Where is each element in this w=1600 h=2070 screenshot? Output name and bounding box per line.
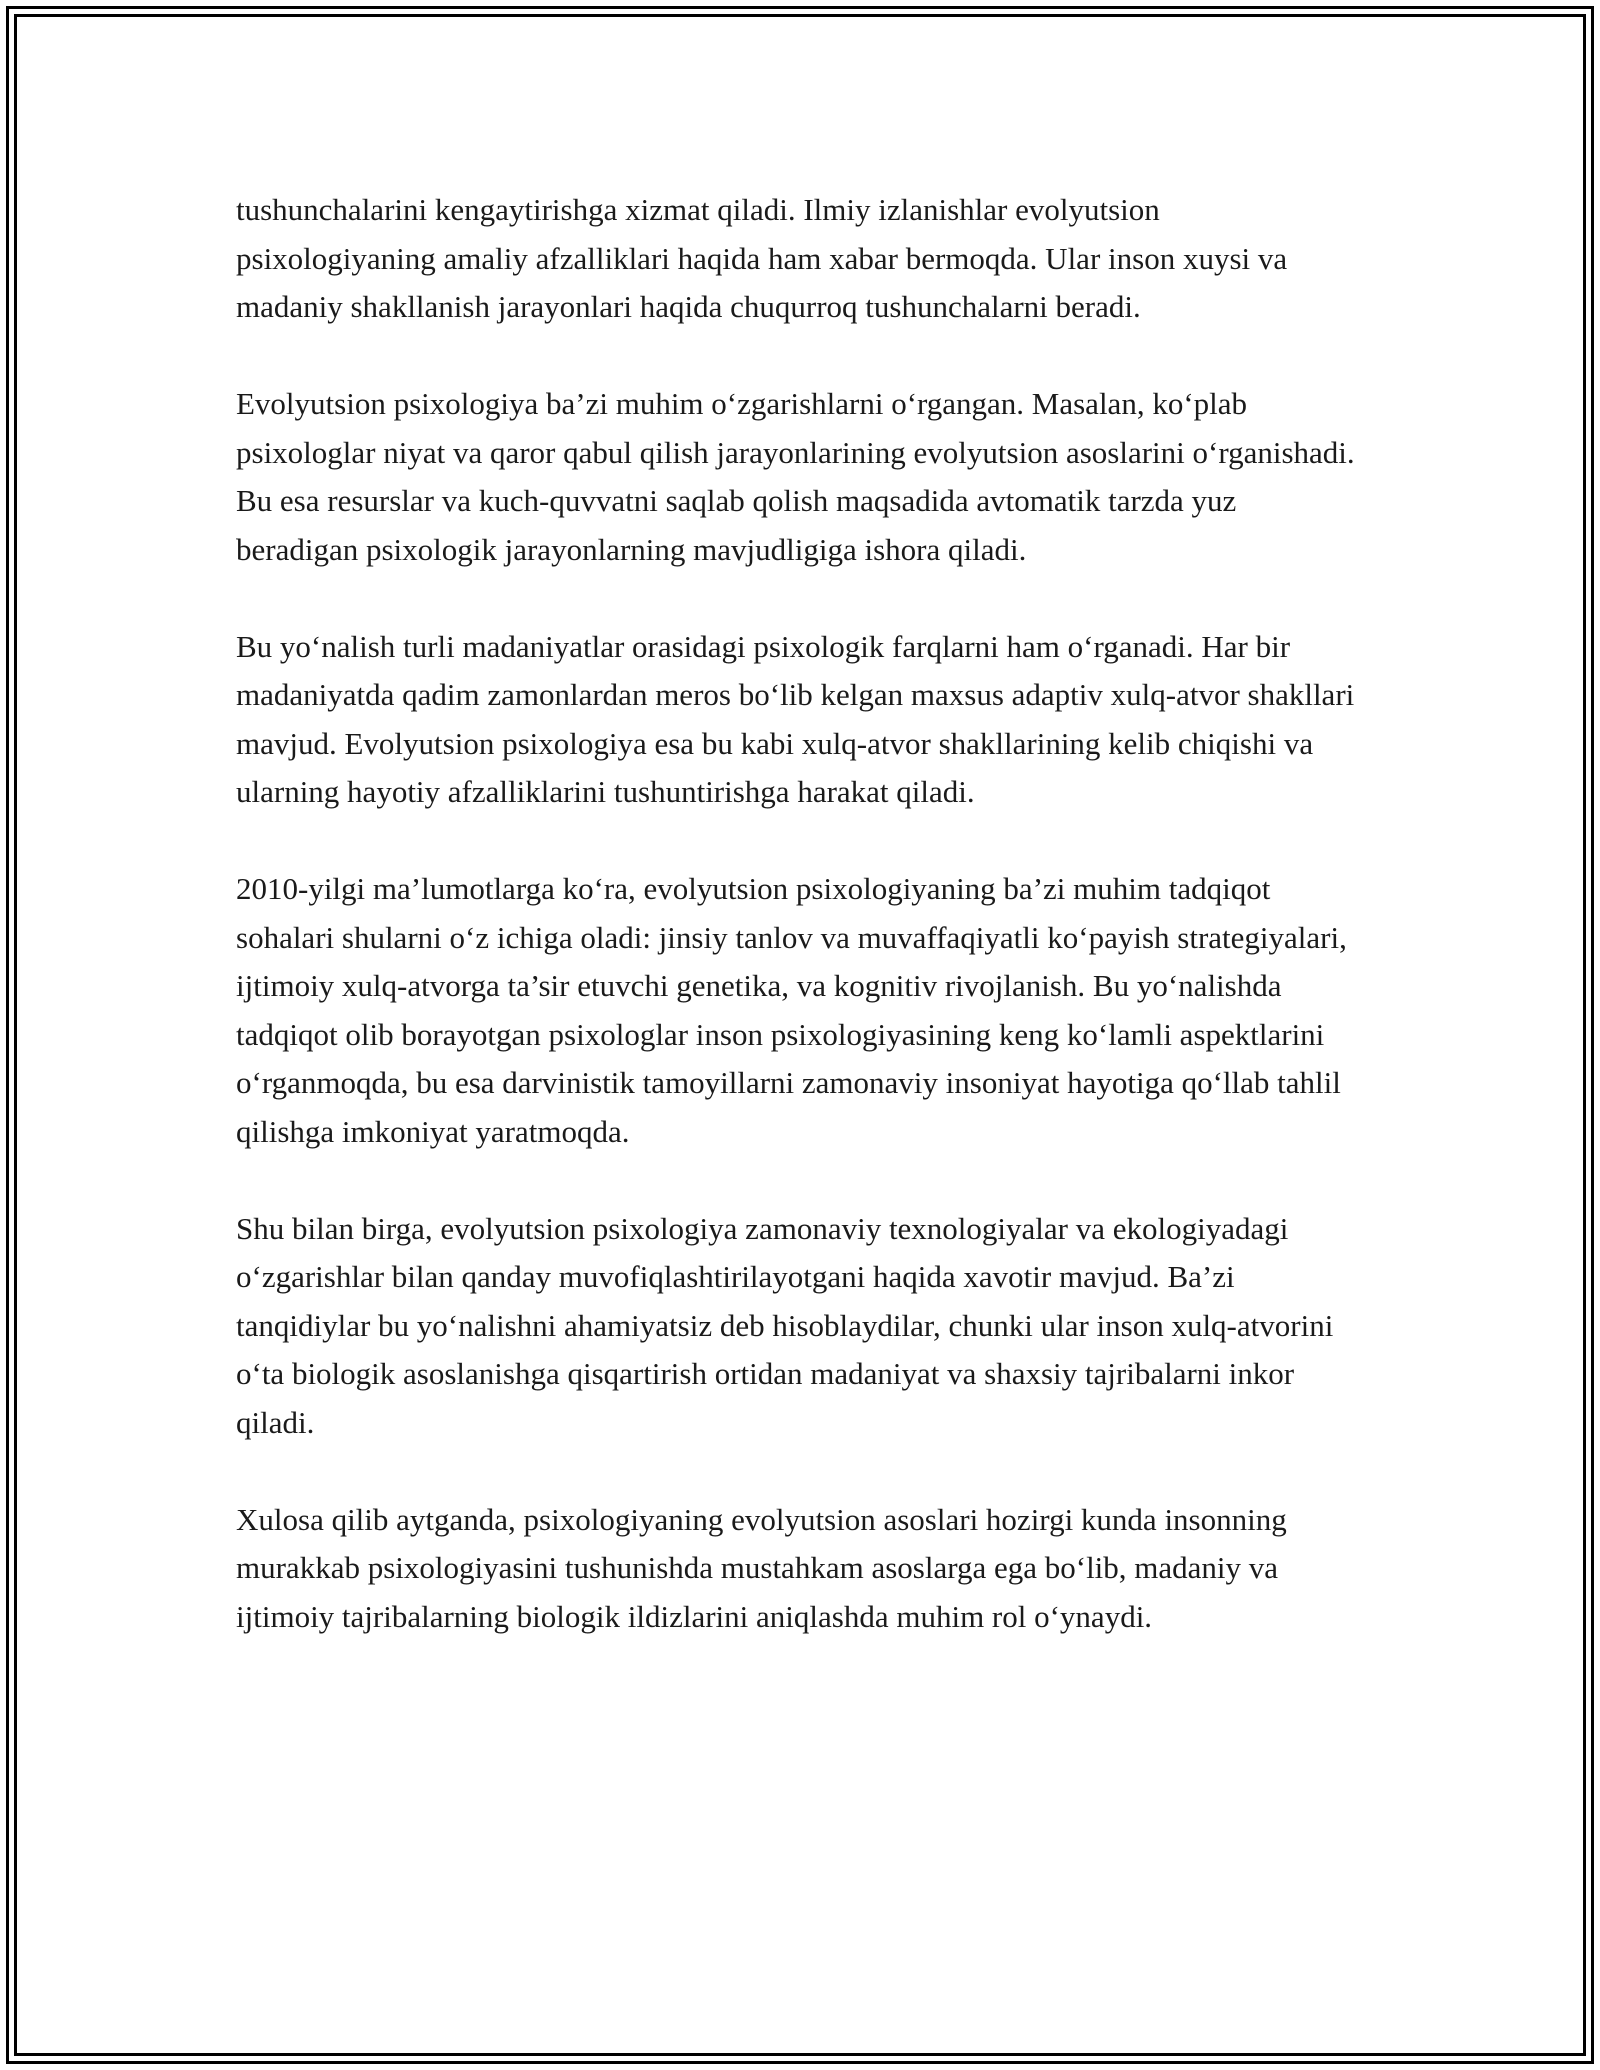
paragraph-4: 2010-yilgi ma’lumotlarga ko‘ra, evolyutsion psixologiyaning ba’zi muhim tadqiqot sohalari shularni o‘z ichiga oladi: jinsiy tanlov va muvaffaqiyatli ko‘payish strategiyalari, ijtimoiy xulq-atvorga ta’sir etuvchi genetika, va kognitiv rivojlanish. Bu yo‘nalishda tadqiqot olib borayotgan psixologlar inson psixologiyasining keng ko‘lamli aspektlarini o‘rganmoqda, bu esa darvinistik tamoyillarni zamonaviy insoniyat hayotiga qo‘llab tahlil qilishga imkoniyat yaratmoqda. (236, 871, 1347, 1149)
paragraph-1: tushunchalarini kengaytirishga xizmat qiladi. Ilmiy izlanishlar evolyutsion psixologiyaning amaliy afzalliklari haqida ham xabar bermoqda. Ular inson xuysi va madaniy shakllanish jarayonlari haqida chuqurroq tushunchalarni beradi. (236, 192, 1288, 324)
paragraph-2: Evolyutsion psixologiya ba’zi muhim o‘zgarishlarni o‘rgangan. Masalan, ko‘plab psixologlar niyat va qaror qabul qilish jarayonlarining evolyutsion asoslarini o‘rganishadi. Bu esa resurslar va kuch-quvvatni saqlab qolish maqsadida avtomatik tarzda yuz beradigan psixologik jarayonlarning mavjudligiga ishora qiladi. (236, 386, 1355, 567)
paragraph-6: Xulosa qilib aytganda, psixologiyaning evolyutsion asoslari hozirgi kunda insonning murakkab psixologiyasini tushunishda mustahkam asoslarga ega bo‘lib, madaniy va ijtimoiy tajribalarning biologik ildizlarini aniqlashda muhim rol o‘ynaydi. (236, 1501, 1287, 1634)
paragraph-3: Bu yo‘nalish turli madaniyatlar orasidagi psixologik farqlarni ham o‘rganadi. Har bir madaniyatda qadim zamonlardan meros bo‘lib kelgan maxsus adaptiv xulq-atvor shakllari mavjud. Evolyutsion psixologiya esa bu kabi xulq-atvor shakllarining kelib chiqishi va ularning hayotiy afzalliklarini tushuntirishga harakat qiladi. (236, 628, 1355, 809)
document-body (236, 186, 1366, 1641)
paragraph-5: Shu bilan birga, evolyutsion psixologiya zamonaviy texnologiyalar va ekologiyadagi o‘zgarishlar bilan qanday muvofiqlashtirilayotgani haqida xavotir mavjud. Ba’zi tanqidiylar bu yo‘nalishni ahamiyatsiz deb hisoblaydilar, chunki ular inson xulq-atvorini o‘ta biologik asoslanishga qisqartirish ortidan madaniyat va shaxsiy tajribalarni inkor qiladi. (236, 1210, 1334, 1440)
